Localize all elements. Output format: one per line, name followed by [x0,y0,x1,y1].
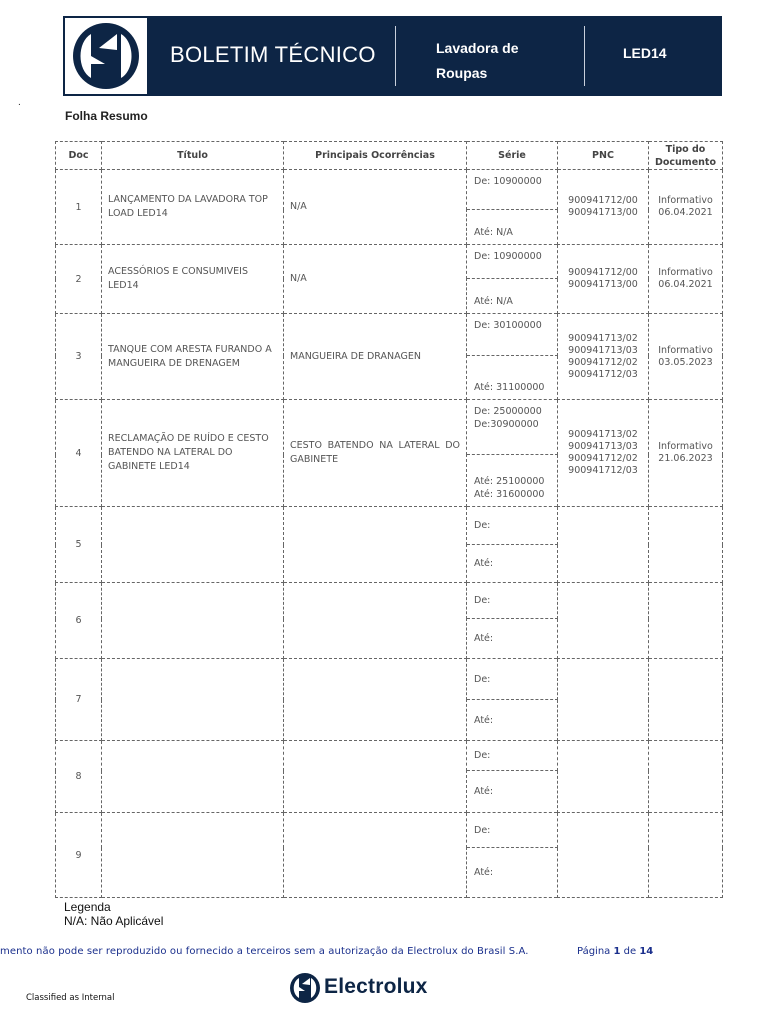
pnc-code: 900941713/03 [568,344,638,356]
legend [64,900,163,928]
doc-type-label: Informativo [658,441,713,452]
pnc-code: 900941712/00 [568,267,638,278]
pnc-list [558,507,649,583]
header-divider [584,26,585,86]
copyright-notice: mento não pode ser reproduzido ou fornecido a terceiros sem a autorização da Electrolux do Brasil S.A. [0,946,529,957]
doc-title: RECLAMAÇÃO DE RUÍDO E CESTO BATENDO NA LATERAL DO GABINETE LED14 [102,400,284,507]
doc-number: 6 [56,583,102,659]
doc-occurrences [284,813,467,898]
serie-ate: Até: N/A [467,279,558,314]
pnc-list [558,245,649,314]
serie-ate-line: Até: 31600000 [474,489,545,500]
summary-table [55,141,723,898]
product-line2: Roupas [436,65,488,81]
doc-type [649,813,723,898]
serie-ate: Até: 31100000 [467,356,558,400]
doc-title: TANQUE COM ARESTA FURANDO A MANGUEIRA DE DRENAGEM [102,314,284,400]
col-header-pnc: PNC [558,142,649,170]
serie-de-line: De:30900000 [474,419,539,430]
serie-de: De: [467,583,558,619]
serie-de: De: [467,659,558,700]
doc-occurrences [284,507,467,583]
table-row [56,583,723,619]
doc-occurrences [284,583,467,659]
doc-occurrences [284,741,467,813]
col-header-ocorrencias: Principais Ocorrências [284,142,467,170]
serie-de-line: De: 25000000 [474,406,542,417]
col-header-titulo: Título [102,142,284,170]
doc-type-label: Informativo [658,267,713,278]
product-name [436,36,546,86]
doc-title: LANÇAMENTO DA LAVADORA TOP LOAD LED14 [102,170,284,245]
serie-de: De: [467,741,558,771]
pnc-code: 900941712/02 [568,453,638,464]
page-number [577,946,653,957]
electrolux-logo-icon [69,20,143,92]
doc-title [102,583,284,659]
doc-type-label: Informativo [658,195,713,206]
doc-title [102,813,284,898]
doc-date: 03.05.2023 [658,356,713,368]
table-row [56,659,723,700]
doc-date: 21.06.2023 [658,453,713,464]
doc-occurrences: MANGUEIRA DE DRANAGEN [284,314,467,400]
doc-number: 9 [56,813,102,898]
table-row [56,170,723,210]
table-row [56,245,723,279]
pnc-list [558,741,649,813]
pnc-code: 900941713/03 [568,441,638,452]
legend-na: N/A: Não Aplicável [64,914,164,928]
col-header-tipo: Tipo do Documento [649,142,723,170]
serie-de: De: [467,507,558,545]
doc-date: 06.04.2021 [658,279,713,290]
col-header-serie: Série [467,142,558,170]
doc-type [649,741,723,813]
product-line1: Lavadora de [436,40,519,56]
pnc-code: 900941713/00 [568,207,638,218]
doc-type [649,659,723,741]
doc-number: 3 [56,314,102,400]
pnc-code: 900941712/03 [568,465,638,476]
pnc-list [558,400,649,507]
table-header-row [56,142,723,170]
pnc-list [558,659,649,741]
doc-number: 8 [56,741,102,813]
serie-ate: Até: N/A [467,210,558,245]
serie-ate [467,455,558,507]
doc-title [102,659,284,741]
doc-occurrences [284,659,467,741]
pnc-code: 900941712/00 [568,195,638,206]
serie-de: De: [467,813,558,848]
doc-occurrences: N/A [284,245,467,314]
serie-de [467,400,558,455]
stray-dot: . [18,97,21,108]
doc-type [649,170,723,245]
electrolux-footer-logo-icon [289,972,321,1004]
classification-label: Classified as Internal [26,993,115,1003]
pnc-code: 900941713/00 [568,279,638,290]
page-label: Página [577,946,611,957]
table-row [56,741,723,771]
serie-ate-line: Até: 25100000 [474,476,545,487]
doc-number: 4 [56,400,102,507]
doc-number: 5 [56,507,102,583]
doc-occurrences: N/A [284,170,467,245]
doc-number: 7 [56,659,102,741]
doc-title [102,741,284,813]
pnc-code: 900941713/02 [568,332,638,344]
table-row [56,400,723,455]
doc-number: 2 [56,245,102,314]
header-banner [63,16,722,96]
pnc-code: 900941713/02 [568,429,638,440]
header-divider [395,26,396,86]
pnc-list [558,314,649,400]
pnc-code: 900941712/02 [568,356,638,368]
serie-ate: Até: [467,771,558,813]
serie-de: De: 10900000 [467,245,558,279]
table-row [56,507,723,545]
doc-title: ACESSÓRIOS E CONSUMIVEIS LED14 [102,245,284,314]
doc-type [649,314,723,400]
page-total: 14 [639,946,654,957]
doc-type [649,400,723,507]
pnc-list [558,170,649,245]
serie-de: De: 30100000 [467,314,558,356]
serie-ate: Até: [467,700,558,741]
model-code: LED14 [623,45,667,61]
page-of: de [623,946,637,957]
serie-ate: Até: [467,619,558,659]
doc-type [649,507,723,583]
doc-type [649,583,723,659]
pnc-list [558,813,649,898]
doc-type-label: Informativo [658,344,713,356]
serie-ate: Até: [467,545,558,583]
section-title: Folha Resumo [65,109,148,123]
doc-type [649,245,723,314]
page-current: 1 [613,946,621,957]
pnc-code: 900941712/03 [568,368,638,380]
table-row [56,314,723,356]
electrolux-wordmark: Electrolux [324,975,428,998]
serie-de: De: 10900000 [467,170,558,210]
electrolux-logo [65,18,147,94]
document-type-title: BOLETIM TÉCNICO [170,42,376,67]
doc-title [102,507,284,583]
pnc-list [558,583,649,659]
serie-ate: Até: [467,848,558,898]
doc-number: 1 [56,170,102,245]
table-row [56,813,723,848]
doc-occurrences: CESTO BATENDO NA LATERAL DO GABINETE [284,400,467,507]
legend-title: Legenda [64,900,111,914]
col-header-doc: Doc [56,142,102,170]
doc-date: 06.04.2021 [658,207,713,218]
